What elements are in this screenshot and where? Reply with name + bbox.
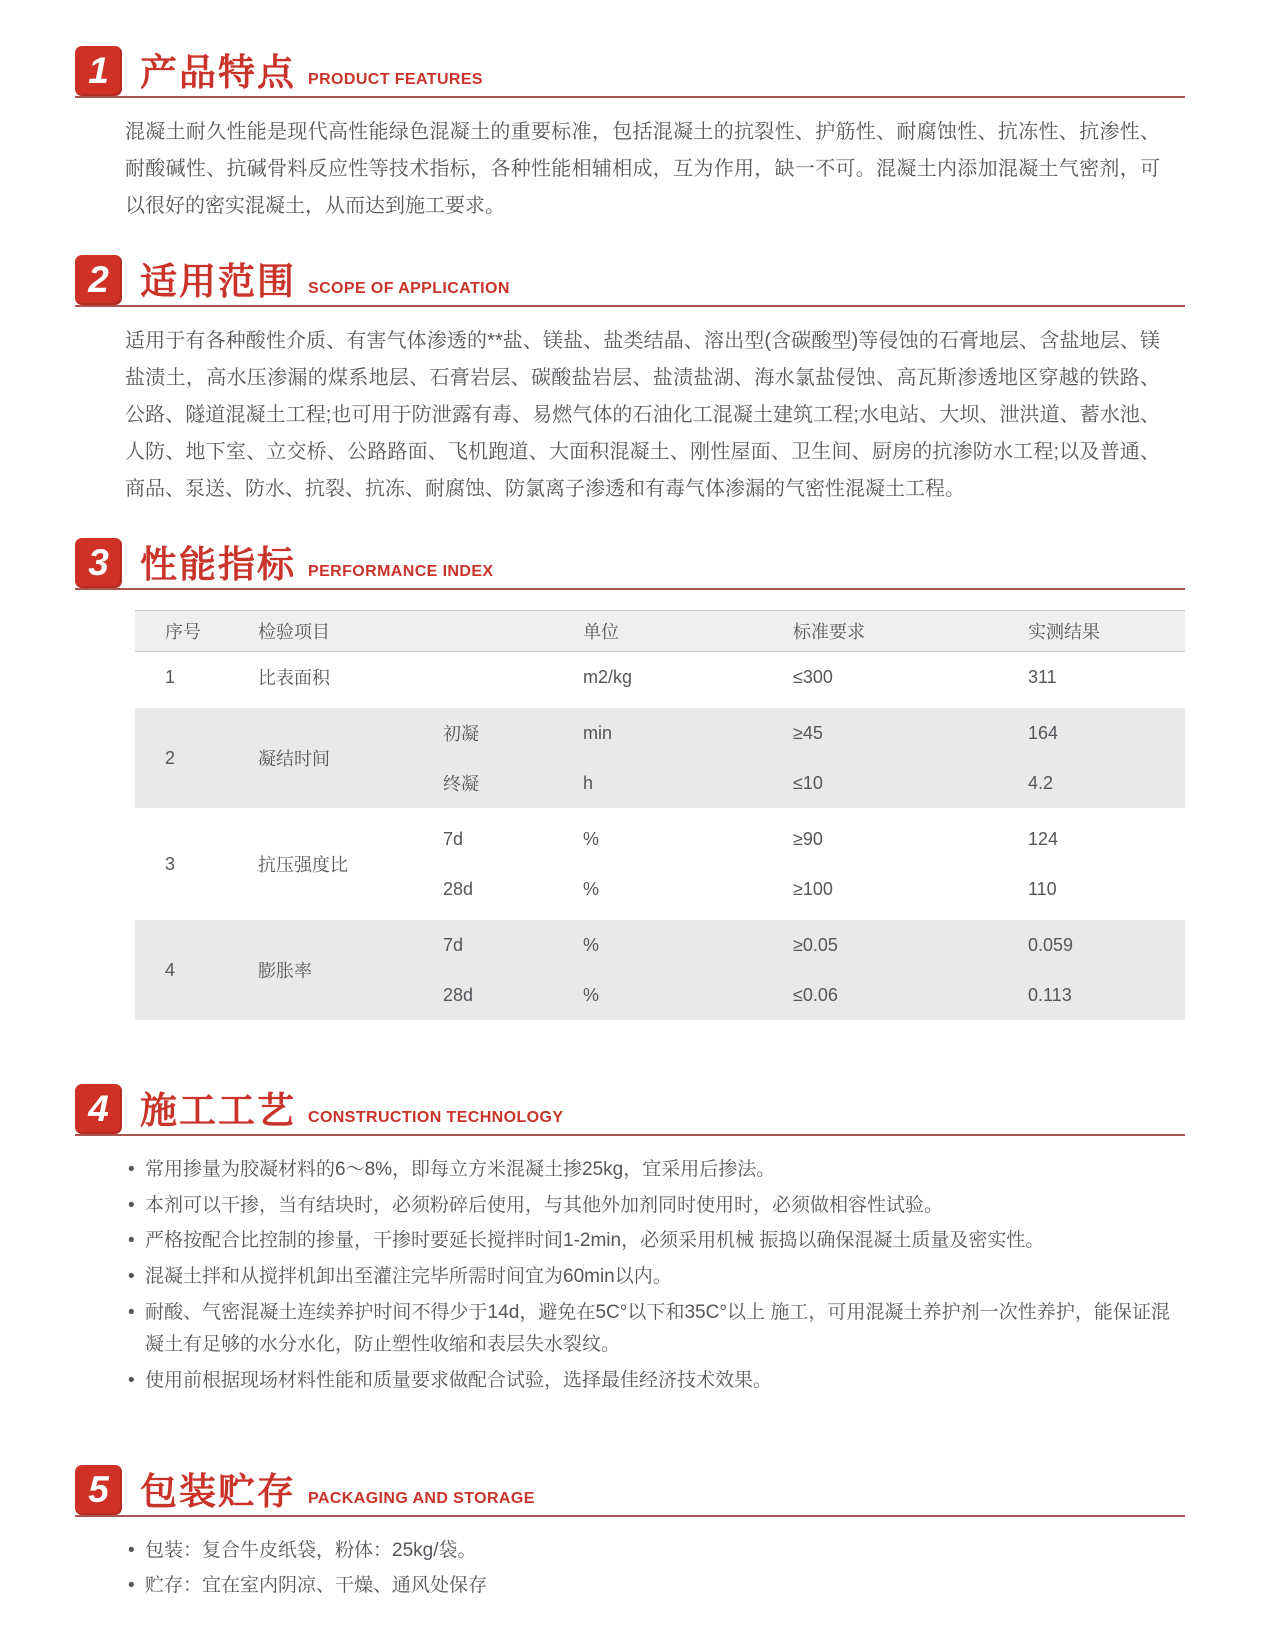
cell-unit: % [583, 878, 600, 899]
cell-unit: min [555, 705, 765, 758]
section-title-en: SCOPE OF APPLICATION [308, 280, 510, 297]
section-3-header [75, 534, 1185, 590]
cell-requirement: ≥90 [765, 811, 1000, 864]
list-item: • 使用前根据现场材料性能和质量要求做配合试验，选择最佳经济技术效果。 [128, 1365, 1170, 1398]
table-header-row [135, 611, 1185, 652]
cell-subitem: 7d [415, 811, 555, 864]
cell-unit: % [555, 917, 765, 970]
list-item: • 贮存：宜在室内阴凉、干燥、通风处保存 [128, 1570, 1170, 1603]
cell-requirement: ≥0.05 [765, 917, 1000, 970]
section-construction-technology [0, 1080, 1280, 1435]
cell-subitem: 28d [415, 970, 555, 1020]
col-header-item: 检验项目 [230, 611, 555, 652]
construction-bullet-list [128, 1154, 1170, 1398]
performance-index-table [135, 610, 1185, 1020]
list-item: • 耐酸、气密混凝土连续养护时间不得少于14d，避免在5C°以下和35C°以上 施工，可用混凝土养护剂一次性养护，能保证混凝土有足够的水分水化，防止塑性收缩和表层失水裂纹。 [128, 1297, 1170, 1362]
cell-unit: % [555, 970, 765, 1020]
section-4-header [75, 1080, 1185, 1136]
cell-requirement: ≤10 [765, 758, 1000, 811]
section-number-badge: 2 [75, 255, 122, 305]
cell-item: 抗压强度比 [230, 811, 415, 917]
cell-requirement: ≥45 [765, 705, 1000, 758]
cell-subitem: 7d [415, 917, 555, 970]
cell-no: 1 [165, 666, 176, 687]
section-title-zh: 产品特点 [140, 52, 296, 93]
section-title-zh: 性能指标 [140, 544, 296, 585]
cell-requirement: ≥100 [793, 878, 833, 899]
cell-result: 110 [1028, 878, 1057, 899]
table-row [135, 705, 1185, 758]
packaging-bullet-list [128, 1535, 1170, 1603]
section-title-zh: 包装贮存 [140, 1470, 296, 1512]
cell-unit: % [555, 811, 765, 864]
list-item: • 本剂可以干掺，当有结块时，必须粉碎后使用，与其他外加剂同时使用时，必须做相容性试验。 [128, 1190, 1170, 1223]
section-title-zh: 适用范围 [140, 261, 296, 302]
section-scope-of-application [0, 251, 1280, 508]
cell-result: 0.113 [1000, 970, 1185, 1020]
cell-unit: m2/kg [583, 666, 633, 687]
cell-result: 0.059 [1000, 917, 1185, 970]
cell-item: 比表面积 [258, 668, 330, 688]
section-title-en: PACKAGING AND STORAGE [308, 1489, 535, 1507]
cell-subitem: 28d [443, 878, 474, 899]
cell-subitem: 终凝 [415, 758, 555, 811]
section-number-badge: 1 [75, 46, 122, 96]
list-item: • 常用掺量为胶凝材料的6～8%，即每立方米混凝土掺25kg，宜采用后掺法。 [128, 1154, 1170, 1187]
cell-requirement: ≤300 [793, 666, 833, 687]
section-1-paragraph: 混凝土耐久性能是现代高性能绿色混凝土的重要标准，包括混凝土的抗裂性、护筋性、耐腐蚀性、抗冻性、抗渗性、耐酸碱性、抗碱骨料反应性等技术指标，各种性能相辅相成，互为作用，缺一不可。混凝土内添加混凝土气密剂，可以很好的密实混凝土，从而达到施工要求。 [125, 121, 1160, 217]
table-row [135, 652, 1185, 706]
col-header-result: 实测结果 [1000, 611, 1185, 652]
section-number-badge: 4 [75, 1084, 122, 1134]
col-header-no: 序号 [135, 611, 230, 652]
section-product-features [0, 42, 1280, 225]
cell-requirement: ≤0.06 [765, 970, 1000, 1020]
table-row [135, 811, 1185, 864]
section-number-badge: 3 [75, 538, 122, 588]
section-packaging-storage [0, 1461, 1280, 1603]
cell-item: 凝结时间 [230, 705, 415, 811]
section-title-en: PRODUCT FEATURES [308, 71, 483, 88]
cell-no: 4 [135, 917, 230, 1020]
list-item: • 严格按配合比控制的掺量，干掺时要延长搅拌时间1-2min，必须采用机械 振捣以确保混凝土质量及密实性。 [128, 1225, 1170, 1258]
col-header-unit: 单位 [555, 611, 765, 652]
cell-subitem: 初凝 [415, 705, 555, 758]
section-1-header [75, 42, 1185, 98]
list-item: • 混凝土拌和从搅拌机卸出至灌注完毕所需时间宜为60min以内。 [128, 1261, 1170, 1294]
cell-result: 311 [1028, 666, 1057, 687]
table-row [135, 917, 1185, 970]
section-2-header [75, 251, 1185, 307]
cell-subitem [415, 652, 555, 706]
col-header-requirement: 标准要求 [765, 611, 1000, 652]
section-2-paragraph: 适用于有各种酸性介质、有害气体渗透的**盐、镁盐、盐类结晶、溶出型(含碳酸型)等侵蚀的石膏地层、含盐地层、镁盐渍土，高水压渗漏的煤系地层、石膏岩层、碳酸盐岩层、盐渍盐湖、海水氯盐侵蚀、高瓦斯渗透地区穿越的铁路、公路、隧道混凝土工程;也可用于防泄露有毒、易燃气体的石油化工混凝土建筑工程;水电站、大坝、泄洪道、蓄水池、人防、地下室、立交桥、公路路面、飞机跑道、大面积混凝土、刚性屋面、卫生间、厨房的抗渗防水工程;以及普通、商品、泵送、防水、抗裂、抗冻、耐腐蚀、防氯离子渗透和有毒气体渗漏的气密性混凝土工程。 [125, 330, 1160, 500]
section-performance-index [0, 534, 1280, 1054]
section-title-en: CONSTRUCTION TECHNOLOGY [308, 1109, 564, 1126]
list-item: • 包装：复合牛皮纸袋，粉体：25kg/袋。 [128, 1535, 1170, 1568]
cell-no: 3 [135, 811, 230, 917]
cell-result: 124 [1000, 811, 1185, 864]
cell-no: 2 [135, 705, 230, 811]
section-number-badge: 5 [75, 1465, 122, 1515]
section-5-header [75, 1461, 1185, 1517]
section-title-zh: 施工工艺 [140, 1090, 296, 1131]
section-title-en: PERFORMANCE INDEX [308, 563, 494, 580]
cell-result: 164 [1000, 705, 1185, 758]
cell-item: 膨胀率 [230, 917, 415, 1020]
cell-result: 4.2 [1000, 758, 1185, 811]
cell-unit: h [555, 758, 765, 811]
